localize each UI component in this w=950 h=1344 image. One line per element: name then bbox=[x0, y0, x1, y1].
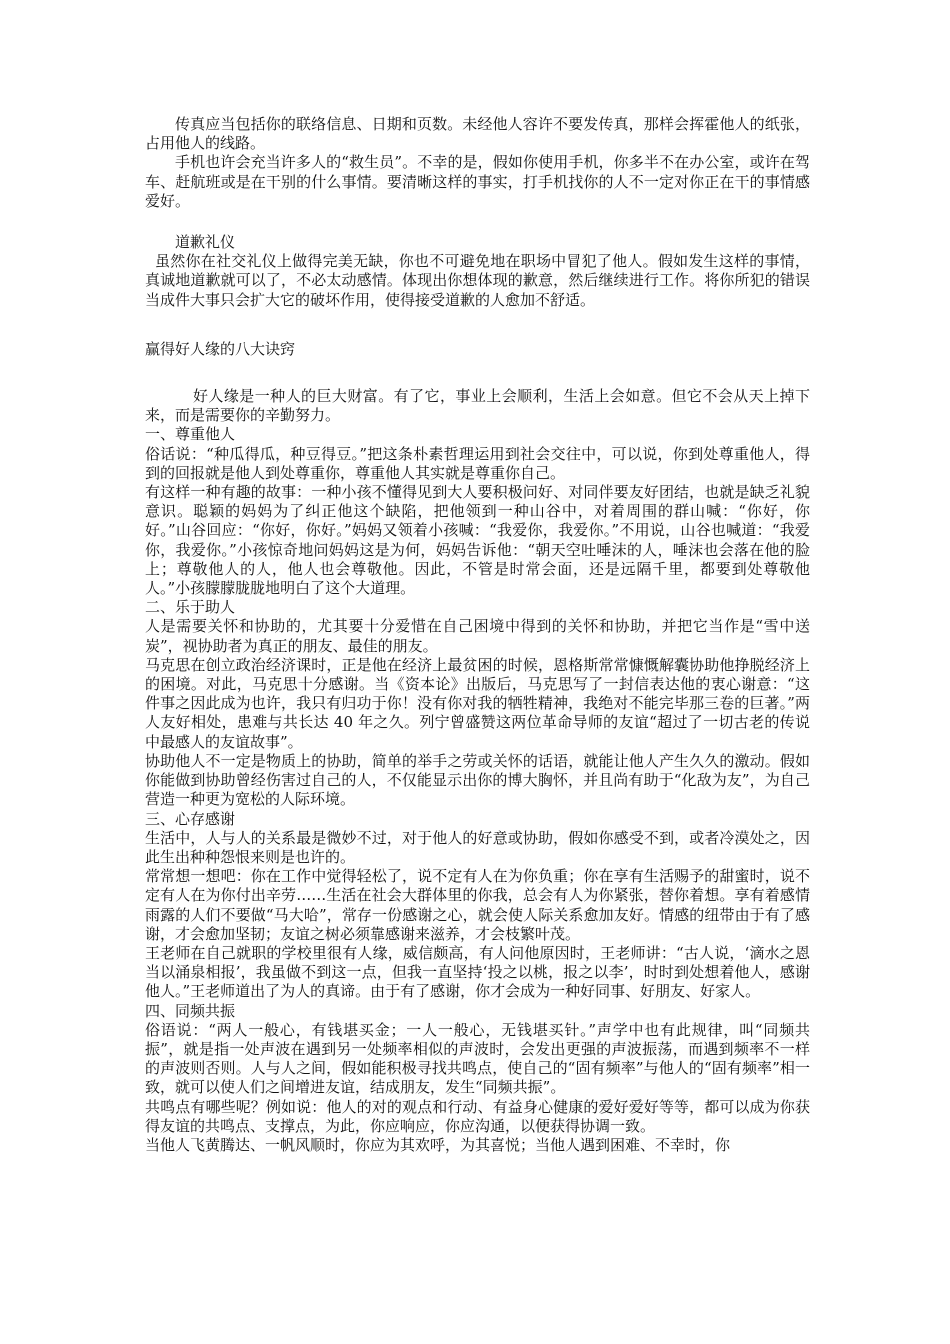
section-heading-gratitude: 三、心存感谢 bbox=[145, 809, 236, 828]
section-paragraph: 人是需要关怀和协助的，尤其要十分爱惜在自己困境中得到的关怀和协助，并把它当作是“雪中送炭”，视协助者为真正的朋友、最佳的朋友。 bbox=[145, 617, 810, 655]
section-heading-respect: 一、尊重他人 bbox=[145, 425, 236, 444]
section-paragraph: 有这样一种有趣的故事：一种小孩不懂得见到大人要积极问好、对同伴要友好团结，也就是缺乏礼貌意识。聪颖的妈妈为了纠正他这个缺陷，把他领到一种山谷中，对着周围的群山喊：“你好，你好。”山谷回应：“你好，你好。”妈妈又领着小孩喊：“我爱你，我爱你。”不用说，山谷也喊道：“我爱你，我爱你。”小孩惊奇地问妈妈这是为何，妈妈告诉他：“朝天空吐唾沫的人，唾沫也会落在他的脸上；尊敬他人的人，他人也会尊敬他。因此，不管是时常会面，还是远隔千里，都要到处尊敬他人。”小孩朦朦胧胧地明白了这个大道理。 bbox=[145, 483, 810, 598]
spacer bbox=[145, 211, 810, 233]
article-intro: 好人缘是一种人的巨大财富。有了它，事业上会顺利，生活上会如意。但它不会从天上掉下来，而是需要你的辛勤努力。 bbox=[145, 387, 810, 425]
section-heading-resonance: 四、同频共振 bbox=[145, 1001, 236, 1020]
document-page bbox=[145, 115, 810, 1155]
section-paragraph: 俗语说：“两人一般心，有钱堪买金；一人一般心，无钱堪买针。”声学中也有此规律，叫“同频共振”，就是指一处声波在遇到另一处频率相似的声波时，会发出更强的声波振荡，而遇到频率不一样的声波则否则。人与人之间，假如能积极寻找共鸣点，使自己的“固有频率”与他人的“固有频率”相一致，就可以使人们之间增进友谊，结成朋友，发生“同频共振”。 bbox=[145, 1020, 810, 1097]
spacer bbox=[145, 310, 810, 340]
section-paragraph: 当他人飞黄腾达、一帆风顺时，你应为其欢呼，为其喜悦；当他人遇到困难、不幸时，你 bbox=[145, 1135, 731, 1154]
section-paragraph: 王老师在自己就职的学校里很有人缘，威信颇高，有人问他原因时，王老师讲：“古人说，‘滴水之恩当以涌泉相报’，我虽做不到这一点，但我一直坚持‘投之以桃，报之以李’，时时到处想着他人，感谢他人。”王老师道出了为人的真谛。由于有了感谢，你才会成为一种好同事、好朋友、好家人。 bbox=[145, 943, 810, 1001]
section-paragraph: 马克思在创立政治经济课时，正是他在经济上最贫困的时候，恩格斯常常慷慨解囊协助他挣脱经济上的困境。对此，马克思十分感谢。当《资本论》出版后，马克思写了一封信表达他的衷心谢意：“这件事之因此成为也许，我只有归功于你！没有你对我的牺牲精神，我绝对不能完毕那三卷的巨著。”两人友好相处，患难与共长达 40 年之久。列宁曾盛赞这两位革命导师的友谊“超过了一切古老的传说中最感人的友谊故事”。 bbox=[145, 655, 810, 751]
apology-paragraph: 虽然你在社交礼仪上做得完美无缺，你也不可避免地在职场中冒犯了他人。假如发生这样的事情，真诚地道歉就可以了，不必太动感情。体现出你想体现的歉意，然后继续进行工作。将你所犯的错误当成件大事只会扩大它的破坏作用，使得接受道歉的人愈加不舒适。 bbox=[145, 252, 810, 309]
mobile-phone-paragraph: 手机也许会充当许多人的“救生员”。不幸的是，假如你使用手机，你多半不在办公室，或许在驾车、赶航班或是在干别的什么事情。要清晰这样的事实，打手机找你的人不一定对你正在干的事情感爱好。 bbox=[145, 153, 810, 210]
section-paragraph: 俗话说：“种瓜得瓜，种豆得豆。”把这条朴素哲理运用到社会交往中，可以说，你到处尊重他人，得到的回报就是他人到处尊重你，尊重他人其实就是尊重你自己。 bbox=[145, 444, 810, 482]
fax-paragraph: 传真应当包括你的联络信息、日期和页数。未经他人容许不要发传真，那样会挥霍他人的纸张，占用他人的线路。 bbox=[145, 115, 810, 153]
section-paragraph: 生活中，人与人的关系最是微妙不过，对于他人的好意或协助，假如你感受不到，或者冷漠处之，因此生出种种怨恨来则是也许的。 bbox=[145, 828, 810, 866]
section-paragraph: 常常想一想吧：你在工作中觉得轻松了，说不定有人在为你负重；你在享有生活赐予的甜蜜时，说不定有人在为你付出辛劳……生活在社会大群体里的你我，总会有人为你紧张，替你着想。享有着感情雨露的人们不要做“马大哈”，常存一份感谢之心，就会使人际关系愈加友好。情感的纽带由于有了感谢，才会愈加坚韧；友谊之树必须靠感谢来滋养，才会枝繁叶茂。 bbox=[145, 867, 810, 943]
section-paragraph: 共鸣点有哪些呢？例如说：他人的对的观点和行动、有益身心健康的爱好爱好等等，都可以成为你获得友谊的共鸣点、支撑点，为此，你应响应，你应沟通，以便获得协调一致。 bbox=[145, 1097, 810, 1135]
section-paragraph: 协助他人不一定是物质上的协助，简单的举手之劳或关怀的话语，就能让他人产生久久的激动。假如你能做到协助曾经伤害过自己的人，不仅能显示出你的博大胸怀，并且尚有助于“化敌为友”，为自己营造一种更为宽松的人际环境。 bbox=[145, 751, 810, 809]
section-heading-help: 二、乐于助人 bbox=[145, 598, 236, 617]
spacer bbox=[145, 359, 810, 387]
apology-heading: 道歉礼仪 bbox=[175, 233, 236, 252]
article-title: 赢得好人缘的八大诀窍 bbox=[145, 339, 296, 358]
